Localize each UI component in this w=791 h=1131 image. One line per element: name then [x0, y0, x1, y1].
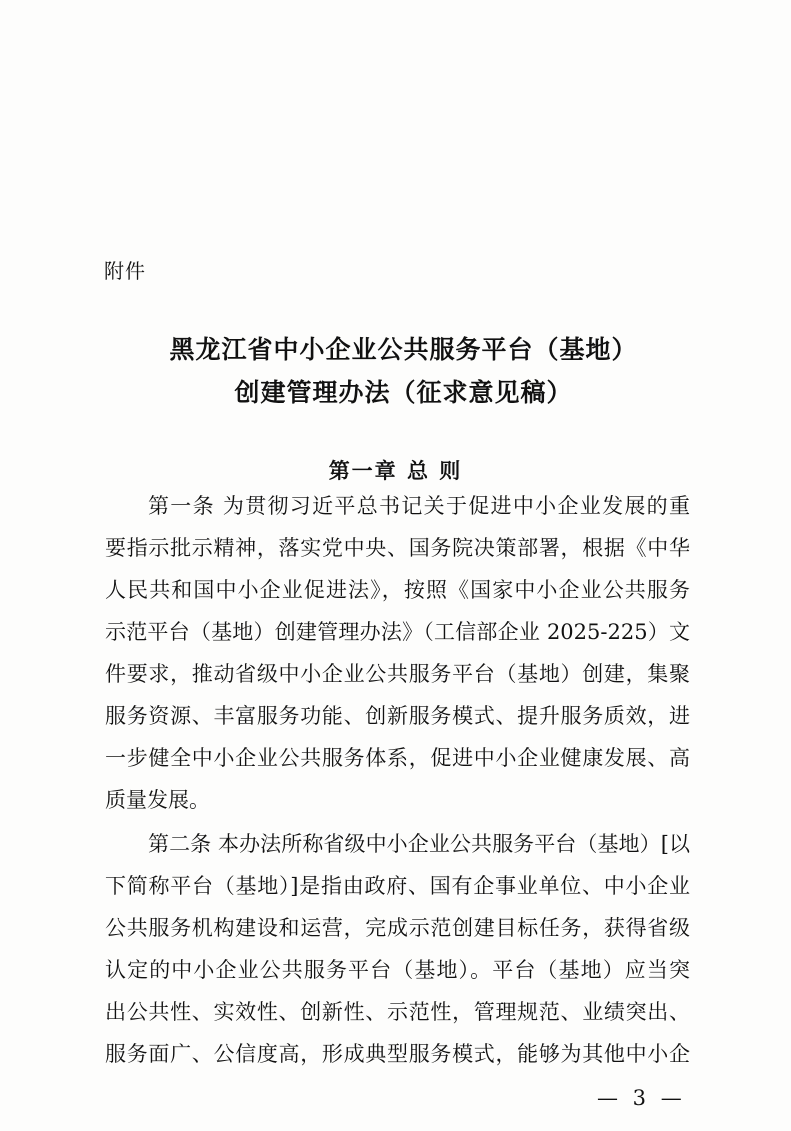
chapter-heading: 第一章 总 则	[328, 459, 463, 483]
article-1-line: 服务资源、丰富服务功能、创新服务模式、提升服务质效，进	[105, 704, 690, 728]
article-1-line: 示范平台（基地）创建管理办法》（工信部企业 2025-225）文	[105, 620, 690, 644]
document-title-line-2: 创建管理办法（征求意见稿）	[234, 378, 573, 407]
page-number: — 3 —	[597, 1086, 686, 1110]
article-1-line: 一步健全中小企业公共服务体系，促进中小企业健康发展、高	[105, 746, 690, 770]
article-2-line: 服务面广、公信度高，形成典型服务模式，能够为其他中小企	[105, 1042, 690, 1066]
article-1-line: 质量发展。	[105, 788, 210, 812]
article-1-line: 件要求，推动省级中小企业公共服务平台（基地）创建，集聚	[105, 662, 690, 686]
article-1-line: 人民共和国中小企业促进法》，按照《国家中小企业公共服务	[105, 578, 690, 602]
article-2-line: 第二条 本办法所称省级中小企业公共服务平台（基地）[以	[148, 832, 690, 856]
article-2-line: 认定的中小企业公共服务平台（基地）。平台（基地）应当突	[105, 958, 690, 982]
article-2-line: 下简称平台（基地）]是指由政府、国有企事业单位、中小企业	[105, 874, 690, 898]
article-1-line: 要指示批示精神，落实党中央、国务院决策部署，根据《中华	[105, 536, 690, 560]
article-1-line: 第一条 为贯彻习近平总书记关于促进中小企业发展的重	[148, 494, 690, 518]
article-2-line: 公共服务机构建设和运营，完成示范创建目标任务，获得省级	[105, 916, 690, 940]
article-2-line: 出公共性、实效性、创新性、示范性，管理规范、业绩突出、	[105, 1000, 690, 1024]
attachment-label: 附件	[104, 259, 146, 283]
document-title-line-1: 黑龙江省中小企业公共服务平台（基地）	[169, 335, 638, 364]
